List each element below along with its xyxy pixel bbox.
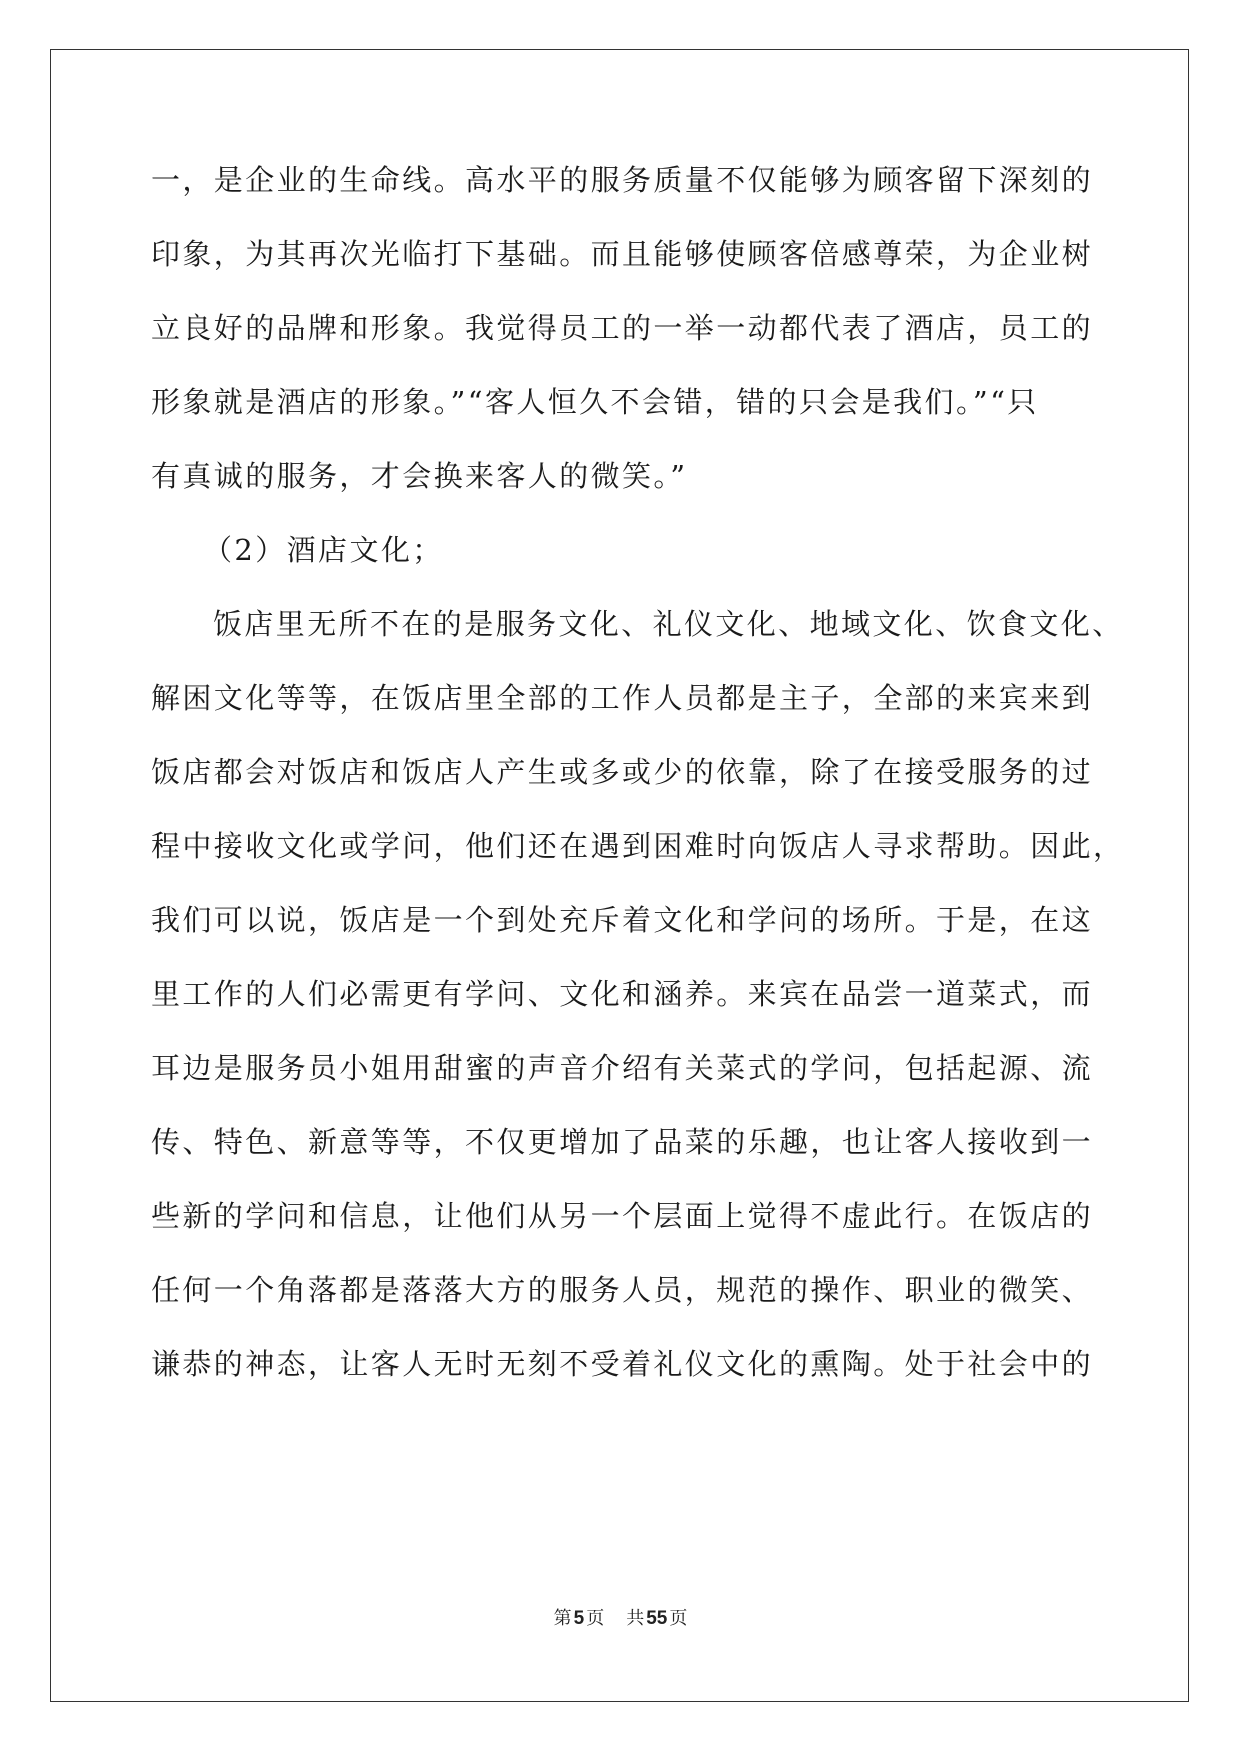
text-line-1: 一，是企业的生命线。高水平的服务质量不仅能够为顾客留下深刻的 — [151, 163, 1094, 197]
total-prefix: 共 — [626, 1608, 645, 1628]
total-suffix: 页 — [669, 1608, 688, 1628]
text-line-11: 我们可以说，饭店是一个到处充斥着文化和学问的场所。于是，在这 — [151, 903, 1094, 937]
text-line-7: 饭店里无所不在的是服务文化、礼仪文化、地域文化、饮食文化、 — [213, 607, 1124, 641]
text-line-16: 任何一个角落都是落落大方的服务人员，规范的操作、职业的微笑、 — [151, 1273, 1094, 1307]
page-suffix: 页 — [586, 1608, 605, 1628]
text-line-4: 形象就是酒店的形象。”“客人恒久不会错，错的只会是我们。”“只 — [151, 385, 1039, 419]
page-prefix: 第 — [553, 1608, 572, 1628]
text-line-8: 解困文化等等，在饭店里全部的工作人员都是主子，全部的来宾来到 — [151, 681, 1094, 715]
page-border — [50, 49, 1189, 1702]
text-line-9: 饭店都会对饭店和饭店人产生或多或少的依靠，除了在接受服务的过 — [151, 755, 1094, 789]
text-line-3: 立良好的品牌和形象。我觉得员工的一举一动都代表了酒店，员工的 — [151, 311, 1094, 345]
page-footer — [0, 1606, 1241, 1631]
text-line-15: 些新的学问和信息，让他们从另一个层面上觉得不虚此行。在饭店的 — [151, 1199, 1094, 1233]
page-number: 5 — [573, 1608, 585, 1629]
text-line-2: 印象，为其再次光临打下基础。而且能够使顾客倍感尊荣，为企业树 — [151, 237, 1094, 271]
text-line-5: 有真诚的服务，才会换来客人的微笑。” — [151, 459, 688, 493]
section-heading: （2）酒店文化； — [203, 533, 444, 567]
text-line-13: 耳边是服务员小姐用甜蜜的声音介绍有关菜式的学问，包括起源、流 — [151, 1051, 1094, 1085]
text-line-17: 谦恭的神态，让客人无时无刻不受着礼仪文化的熏陶。处于社会中的 — [151, 1347, 1094, 1381]
text-line-12: 里工作的人们必需更有学问、文化和涵养。来宾在品尝一道菜式，而 — [151, 977, 1094, 1011]
total-pages: 55 — [646, 1608, 668, 1629]
text-line-14: 传、特色、新意等等，不仅更增加了品菜的乐趣，也让客人接收到一 — [151, 1125, 1094, 1159]
text-line-10: 程中接收文化或学问，他们还在遇到困难时向饭店人寻求帮助。因此， — [151, 829, 1125, 863]
